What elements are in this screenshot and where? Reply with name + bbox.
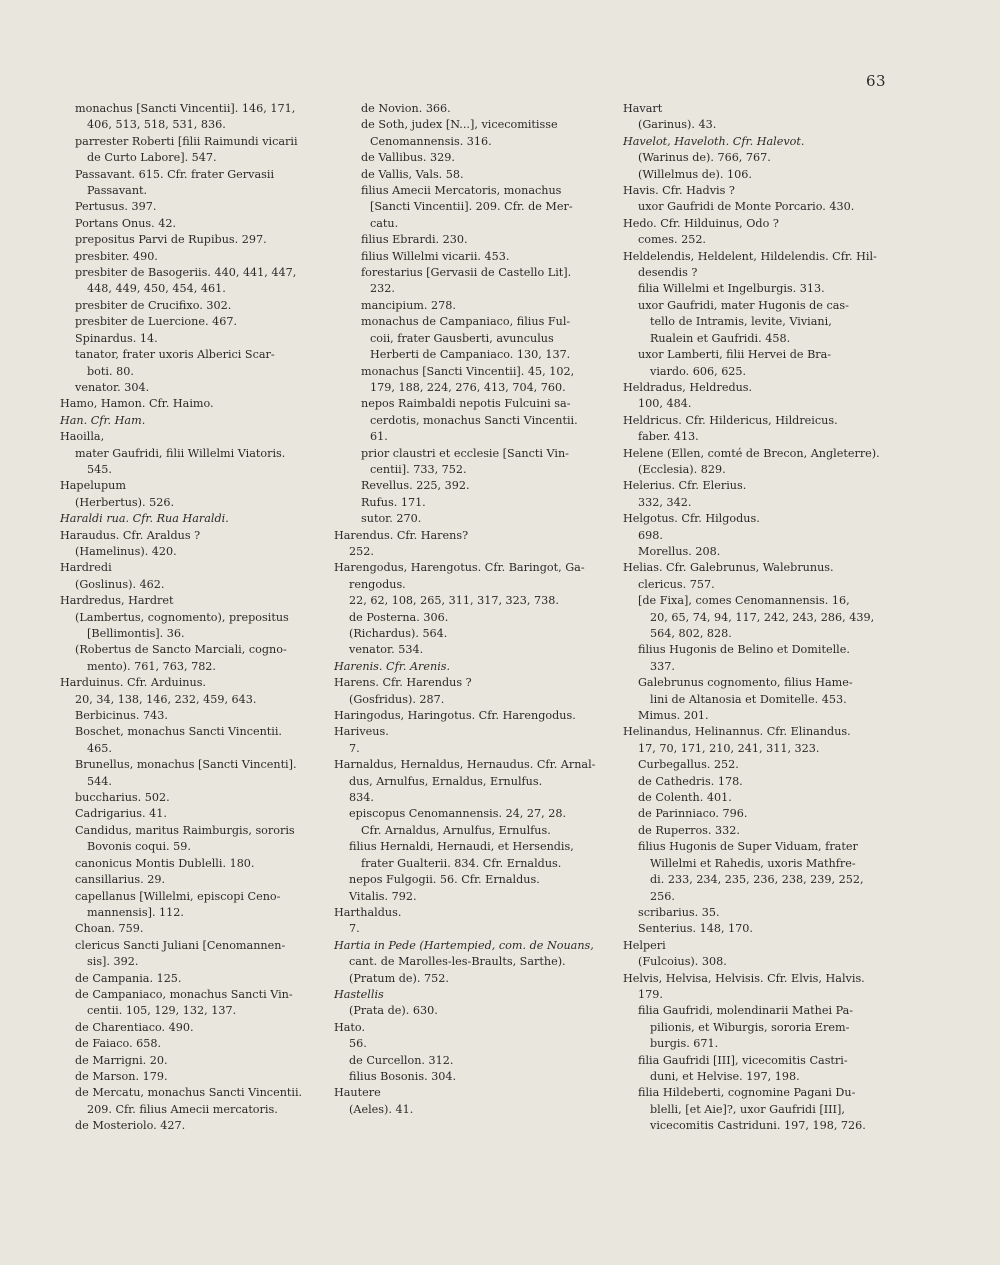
- index-headword: Helperi: [623, 938, 666, 952]
- index-entry: Vitalis. 792.: [349, 889, 417, 903]
- index-entry: filius Bosonis. 304.: [349, 1069, 457, 1083]
- index-entry: mannensis]. 112.: [87, 905, 184, 919]
- index-entry: Passavant.: [87, 184, 148, 198]
- index-headword: Haraldi rua. Cfr. Rua Haraldi.: [60, 512, 229, 526]
- index-entry: uxor Gaufridi, mater Hugonis de cas-: [638, 298, 849, 312]
- index-headword: Haoilla,: [60, 430, 105, 444]
- index-entry: desendis ?: [638, 266, 698, 280]
- index-entry: (Gosfridus). 287.: [349, 692, 445, 706]
- page-number: 63: [866, 72, 887, 90]
- index-headword: Helvis, Helvisa, Helvisis. Cfr. Elvis, Halvis.: [623, 971, 865, 985]
- index-entry: Portans Onus. 42.: [75, 216, 177, 230]
- index-entry: clericus Sancti Juliani [Cenomannen-: [75, 938, 286, 952]
- index-entry: 332, 342.: [638, 495, 692, 509]
- index-entry: (Warinus de). 766, 767.: [638, 151, 771, 165]
- index-entry: de Posterna. 306.: [349, 610, 449, 624]
- index-entry: sutor. 270.: [361, 512, 422, 526]
- index-headword: Harengodus, Harengotus. Cfr. Baringot, Ga-: [334, 561, 585, 575]
- index-entry: Cadrigarius. 41.: [75, 807, 167, 821]
- index-headword: Helerius. Cfr. Elerius.: [623, 479, 747, 493]
- index-headword: Haringodus, Haringotus. Cfr. Harengodus.: [334, 709, 576, 723]
- index-column-right: [623, 101, 891, 1135]
- index-entry: catu.: [370, 216, 399, 230]
- index-entry: faber. 413.: [638, 430, 699, 444]
- index-headword: Hardredus, Hardret: [60, 594, 174, 608]
- index-entry: lini de Altanosia et Domitelle. 453.: [650, 692, 847, 706]
- index-entry: centii]. 733, 752.: [370, 462, 467, 476]
- index-entry: (Prata de). 630.: [349, 1004, 438, 1018]
- index-entry: de Campaniaco, monachus Sancti Vin-: [75, 987, 293, 1001]
- index-entry: de Campania. 125.: [75, 971, 182, 985]
- index-entry: Herberti de Campaniaco. 130, 137.: [370, 348, 571, 362]
- index-entry: de Novion. 366.: [361, 102, 451, 115]
- index-headword: Hedo. Cfr. Hilduinus, Odo ?: [623, 216, 779, 230]
- index-entry: presbiter de Crucifixo. 302.: [75, 298, 232, 312]
- index-entry: Galebrunus cognomento, filius Hame-: [638, 676, 853, 690]
- index-entry: vicecomitis Castriduni. 197, 198, 726.: [650, 1119, 866, 1133]
- index-entry: 20, 34, 138, 146, 232, 459, 643.: [75, 692, 257, 706]
- index-headword: Helgotus. Cfr. Hilgodus.: [623, 512, 760, 526]
- index-entry: filius Willelmi vicarii. 453.: [361, 249, 510, 263]
- index-entry: [Bellimontis]. 36.: [87, 627, 185, 640]
- index-entry: Willelmi et Rahedis, uxoris Mathfre-: [650, 856, 856, 870]
- index-entry: de Ruperros. 332.: [638, 823, 740, 837]
- index-entry: de Soth, judex [N...], vicecomitisse: [361, 118, 558, 132]
- index-headword: Heldricus. Cfr. Hildericus, Hildreicus.: [623, 413, 838, 427]
- index-entry: 100, 484.: [638, 397, 692, 411]
- index-entry: Boschet, monachus Sancti Vincentii.: [75, 725, 282, 739]
- index-entry: mancipium. 278.: [361, 298, 456, 312]
- index-headword: Harenis. Cfr. Arenis.: [334, 659, 451, 673]
- index-headword: Harduinus. Cfr. Arduinus.: [60, 676, 206, 690]
- index-headword: Hardredi: [60, 561, 112, 575]
- index-entry: pilionis, et Wiburgis, sororia Erem-: [650, 1020, 850, 1034]
- index-entry: capellanus [Willelmi, episcopi Ceno-: [75, 889, 281, 903]
- index-entry: (Willelmus de). 106.: [638, 167, 752, 181]
- index-entry: Morellus. 208.: [638, 544, 721, 558]
- index-entry: di. 233, 234, 235, 236, 238, 239, 252,: [650, 873, 864, 887]
- index-entry: (Ecclesia). 829.: [638, 462, 726, 476]
- index-entry: boti. 80.: [87, 364, 134, 378]
- index-entry: parrester Roberti [filii Raimundi vicarii: [75, 134, 298, 148]
- index-entry: dus, Arnulfus, Ernaldus, Ernulfus.: [349, 774, 543, 788]
- index-entry: Curbegallus. 252.: [638, 758, 739, 772]
- index-entry: presbiter de Luercione. 467.: [75, 315, 238, 329]
- index-entry: filius Hernaldi, Hernaudi, et Hersendis,: [349, 840, 574, 854]
- index-entry: (Garinus). 43.: [638, 118, 717, 132]
- index-entry: blelli, [et Aie]?, uxor Gaufridi [III],: [650, 1102, 845, 1116]
- index-headword: Harendus. Cfr. Harens?: [334, 528, 469, 542]
- index-entry: duni, et Helvise. 197, 198.: [650, 1069, 800, 1083]
- index-entry: 337.: [650, 659, 675, 673]
- index-entry: de Faiaco. 658.: [75, 1037, 162, 1051]
- index-entry: rengodus.: [349, 577, 406, 591]
- index-entry: Choan. 759.: [75, 922, 144, 936]
- index-headword: Haraudus. Cfr. Araldus ?: [60, 528, 201, 542]
- index-headword: Havis. Cfr. Hadvis ?: [623, 184, 735, 198]
- index-entry: filius Ebrardi. 230.: [361, 233, 468, 247]
- index-entry: coii, frater Gausberti, avunculus: [370, 331, 554, 345]
- index-entry: nepos Fulgogii. 56. Cfr. Ernaldus.: [349, 873, 540, 887]
- index-entry: monachus [Sancti Vincentii]. 45, 102,: [361, 364, 575, 378]
- index-entry: 564, 802, 828.: [650, 627, 732, 640]
- index-entry: Spinardus. 14.: [75, 331, 158, 345]
- index-entry: Bovonis coqui. 59.: [87, 840, 191, 854]
- index-entry: monachus de Campaniaco, filius Ful-: [361, 315, 571, 329]
- index-entry: Candidus, maritus Raimburgis, sororis: [75, 823, 295, 837]
- index-entry: presbiter de Basogeriis. 440, 441, 447,: [75, 266, 297, 280]
- index-headword: Hapelupum: [60, 479, 126, 493]
- index-entry: Brunellus, monachus [Sancti Vincenti].: [75, 758, 297, 772]
- index-entry: Pertusus. 397.: [75, 200, 157, 214]
- index-entry: monachus [Sancti Vincentii]. 146, 171,: [75, 102, 296, 115]
- index-headword: Helinandus, Helinannus. Cfr. Elinandus.: [623, 725, 851, 739]
- index-headword: Harens. Cfr. Harendus ?: [334, 676, 472, 690]
- index-entry: 20, 65, 74, 94, 117, 242, 243, 286, 439,: [650, 610, 875, 624]
- index-column-middle: [334, 101, 596, 1118]
- index-entry: filius Hugonis de Belino et Domitelle.: [638, 643, 850, 657]
- index-entry: Berbicinus. 743.: [75, 709, 168, 723]
- index-entry: de Mosteriolo. 427.: [75, 1119, 186, 1133]
- index-entry: uxor Lamberti, filii Hervei de Bra-: [638, 348, 832, 362]
- index-entry: 179, 188, 224, 276, 413, 704, 760.: [370, 380, 566, 394]
- index-entry: tello de Intramis, levite, Viviani,: [650, 315, 832, 329]
- index-entry: filius Amecii Mercatoris, monachus: [361, 184, 562, 198]
- index-headword: Han. Cfr. Ham.: [60, 413, 146, 427]
- index-headword: Harnaldus, Hernaldus, Hernaudus. Cfr. Arnal-: [334, 758, 596, 772]
- index-entry: frater Gualterii. 834. Cfr. Ernaldus.: [361, 856, 562, 870]
- index-entry: forestarius [Gervasii de Castello Lit].: [361, 266, 572, 280]
- index-headword: Helene (Ellen, comté de Brecon, Angleterre).: [623, 446, 880, 460]
- index-entry: tanator, frater uxoris Alberici Scar-: [75, 348, 275, 362]
- index-entry: Rualein et Gaufridi. 458.: [650, 331, 791, 345]
- index-entry: 7.: [349, 741, 360, 755]
- index-headword: Hastellis: [334, 987, 384, 1001]
- index-entry: episcopus Cenomannensis. 24, 27, 28.: [349, 807, 567, 821]
- index-entry: de Mercatu, monachus Sancti Vincentii.: [75, 1086, 303, 1100]
- index-entry: venator. 304.: [75, 380, 150, 394]
- index-headword: Hautere: [334, 1086, 381, 1100]
- index-entry: centii. 105, 129, 132, 137.: [87, 1004, 237, 1018]
- index-headword: Harthaldus.: [334, 905, 402, 919]
- index-entry: comes. 252.: [638, 233, 706, 247]
- index-entry: filia Willelmi et Ingelburgis. 313.: [638, 282, 825, 296]
- index-entry: nepos Raimbaldi nepotis Fulcuini sa-: [361, 397, 571, 411]
- index-entry: (Richardus). 564.: [349, 627, 448, 640]
- index-entry: de Marson. 179.: [75, 1069, 168, 1083]
- index-entry: de Cathedris. 178.: [638, 774, 743, 788]
- index-entry: 56.: [349, 1037, 367, 1051]
- index-entry: de Parinniaco. 796.: [638, 807, 748, 821]
- index-headword: Hartia in Pede (Hartempied, com. de Nouans,: [334, 938, 594, 952]
- index-entry: 17, 70, 171, 210, 241, 311, 323.: [638, 741, 820, 755]
- index-entry: sis]. 392.: [87, 955, 139, 969]
- index-entry: filius Hugonis de Super Viduam, frater: [638, 840, 858, 854]
- index-entry: Cenomannensis. 316.: [370, 134, 492, 148]
- index-entry: 209. Cfr. filius Amecii mercatoris.: [87, 1102, 278, 1116]
- index-entry: 232.: [370, 282, 395, 296]
- index-entry: 698.: [638, 528, 663, 542]
- index-entry: viardo. 606, 625.: [650, 364, 747, 378]
- index-entry: Cfr. Arnaldus, Arnulfus, Ernulfus.: [361, 823, 551, 837]
- index-headword: Helias. Cfr. Galebrunus, Walebrunus.: [623, 561, 834, 575]
- index-entry: de Vallibus. 329.: [361, 151, 455, 165]
- index-entry: Senterius. 148, 170.: [638, 922, 753, 936]
- index-entry: 256.: [650, 889, 675, 903]
- index-entry: (Herbertus). 526.: [75, 495, 175, 509]
- index-entry: 448, 449, 450, 454, 461.: [87, 282, 226, 296]
- index-entry: 544.: [87, 774, 112, 788]
- index-entry: mater Gaufridi, filii Willelmi Viatoris.: [75, 446, 286, 460]
- index-headword: Heldelendis, Heldelent, Hildelendis. Cfr. Hil-: [623, 249, 877, 263]
- index-entry: de Marrigni. 20.: [75, 1053, 168, 1067]
- index-entry: 406, 513, 518, 531, 836.: [87, 118, 226, 132]
- index-entry: (Pratum de). 752.: [349, 971, 449, 985]
- index-entry: 252.: [349, 544, 374, 558]
- index-column-left: [60, 101, 306, 1135]
- index-entry: burgis. 671.: [650, 1037, 719, 1051]
- index-entry: buccharius. 502.: [75, 791, 170, 805]
- index-entry: canonicus Montis Dublelli. 180.: [75, 856, 255, 870]
- index-entry: de Curcellon. 312.: [349, 1053, 454, 1067]
- index-entry: [Sancti Vincentii]. 209. Cfr. de Mer-: [370, 200, 573, 214]
- index-entry: de Vallis, Vals. 58.: [361, 167, 464, 181]
- index-headword: Havart: [623, 102, 663, 115]
- index-entry: cerdotis, monachus Sancti Vincentii.: [370, 413, 578, 427]
- index-entry: filia Hildeberti, cognomine Pagani Du-: [638, 1086, 856, 1100]
- index-headword: Hamo, Hamon. Cfr. Haimo.: [60, 397, 214, 411]
- index-entry: 61.: [370, 430, 388, 444]
- index-entry: prepositus Parvi de Rupibus. 297.: [75, 233, 267, 247]
- index-entry: Passavant. 615. Cfr. frater Gervasii: [75, 167, 275, 181]
- index-entry: Mimus. 201.: [638, 709, 709, 723]
- index-entry: de Charentiaco. 490.: [75, 1020, 194, 1034]
- index-entry: (Fulcoius). 308.: [638, 955, 727, 969]
- index-entry: cansillarius. 29.: [75, 873, 166, 887]
- index-entry: presbiter. 490.: [75, 249, 158, 263]
- index-entry: (Aeles). 41.: [349, 1102, 414, 1116]
- index-entry: cant. de Marolles-les-Braults, Sarthe).: [349, 955, 566, 969]
- index-entry: 7.: [349, 922, 360, 936]
- index-entry: 545.: [87, 462, 112, 476]
- index-entry: Rufus. 171.: [361, 495, 426, 509]
- index-entry: uxor Gaufridi de Monte Porcario. 430.: [638, 200, 855, 214]
- index-entry: Revellus. 225, 392.: [361, 479, 470, 493]
- index-entry: [de Fixa], comes Cenomannensis. 16,: [638, 594, 850, 608]
- index-headword: Hato.: [334, 1020, 366, 1034]
- index-entry: mento). 761, 763, 782.: [87, 659, 216, 673]
- index-entry: de Curto Labore]. 547.: [87, 151, 217, 165]
- index-entry: filia Gaufridi, molendinarii Mathei Pa-: [638, 1004, 854, 1018]
- index-headword: Hariveus.: [334, 725, 389, 739]
- index-headword: Havelot, Haveloth. Cfr. Halevot.: [623, 134, 805, 148]
- index-entry: 179.: [638, 987, 663, 1001]
- index-entry: (Hamelinus). 420.: [75, 544, 177, 558]
- index-entry: filia Gaufridi [III], vicecomitis Castri-: [638, 1053, 848, 1067]
- index-entry: venator. 534.: [349, 643, 424, 657]
- index-entry: 22, 62, 108, 265, 311, 317, 323, 738.: [349, 594, 559, 608]
- index-entry: de Colenth. 401.: [638, 791, 732, 805]
- index-entry: 465.: [87, 741, 112, 755]
- index-entry: scribarius. 35.: [638, 905, 720, 919]
- index-entry: prior claustri et ecclesie [Sancti Vin-: [361, 446, 569, 460]
- index-entry: (Goslinus). 462.: [75, 577, 165, 591]
- index-entry: (Lambertus, cognomento), prepositus: [75, 610, 289, 624]
- index-entry: clericus. 757.: [638, 577, 715, 591]
- index-entry: 834.: [349, 791, 374, 805]
- index-headword: Heldradus, Heldredus.: [623, 380, 753, 394]
- index-entry: (Robertus de Sancto Marciali, cogno-: [75, 643, 287, 657]
